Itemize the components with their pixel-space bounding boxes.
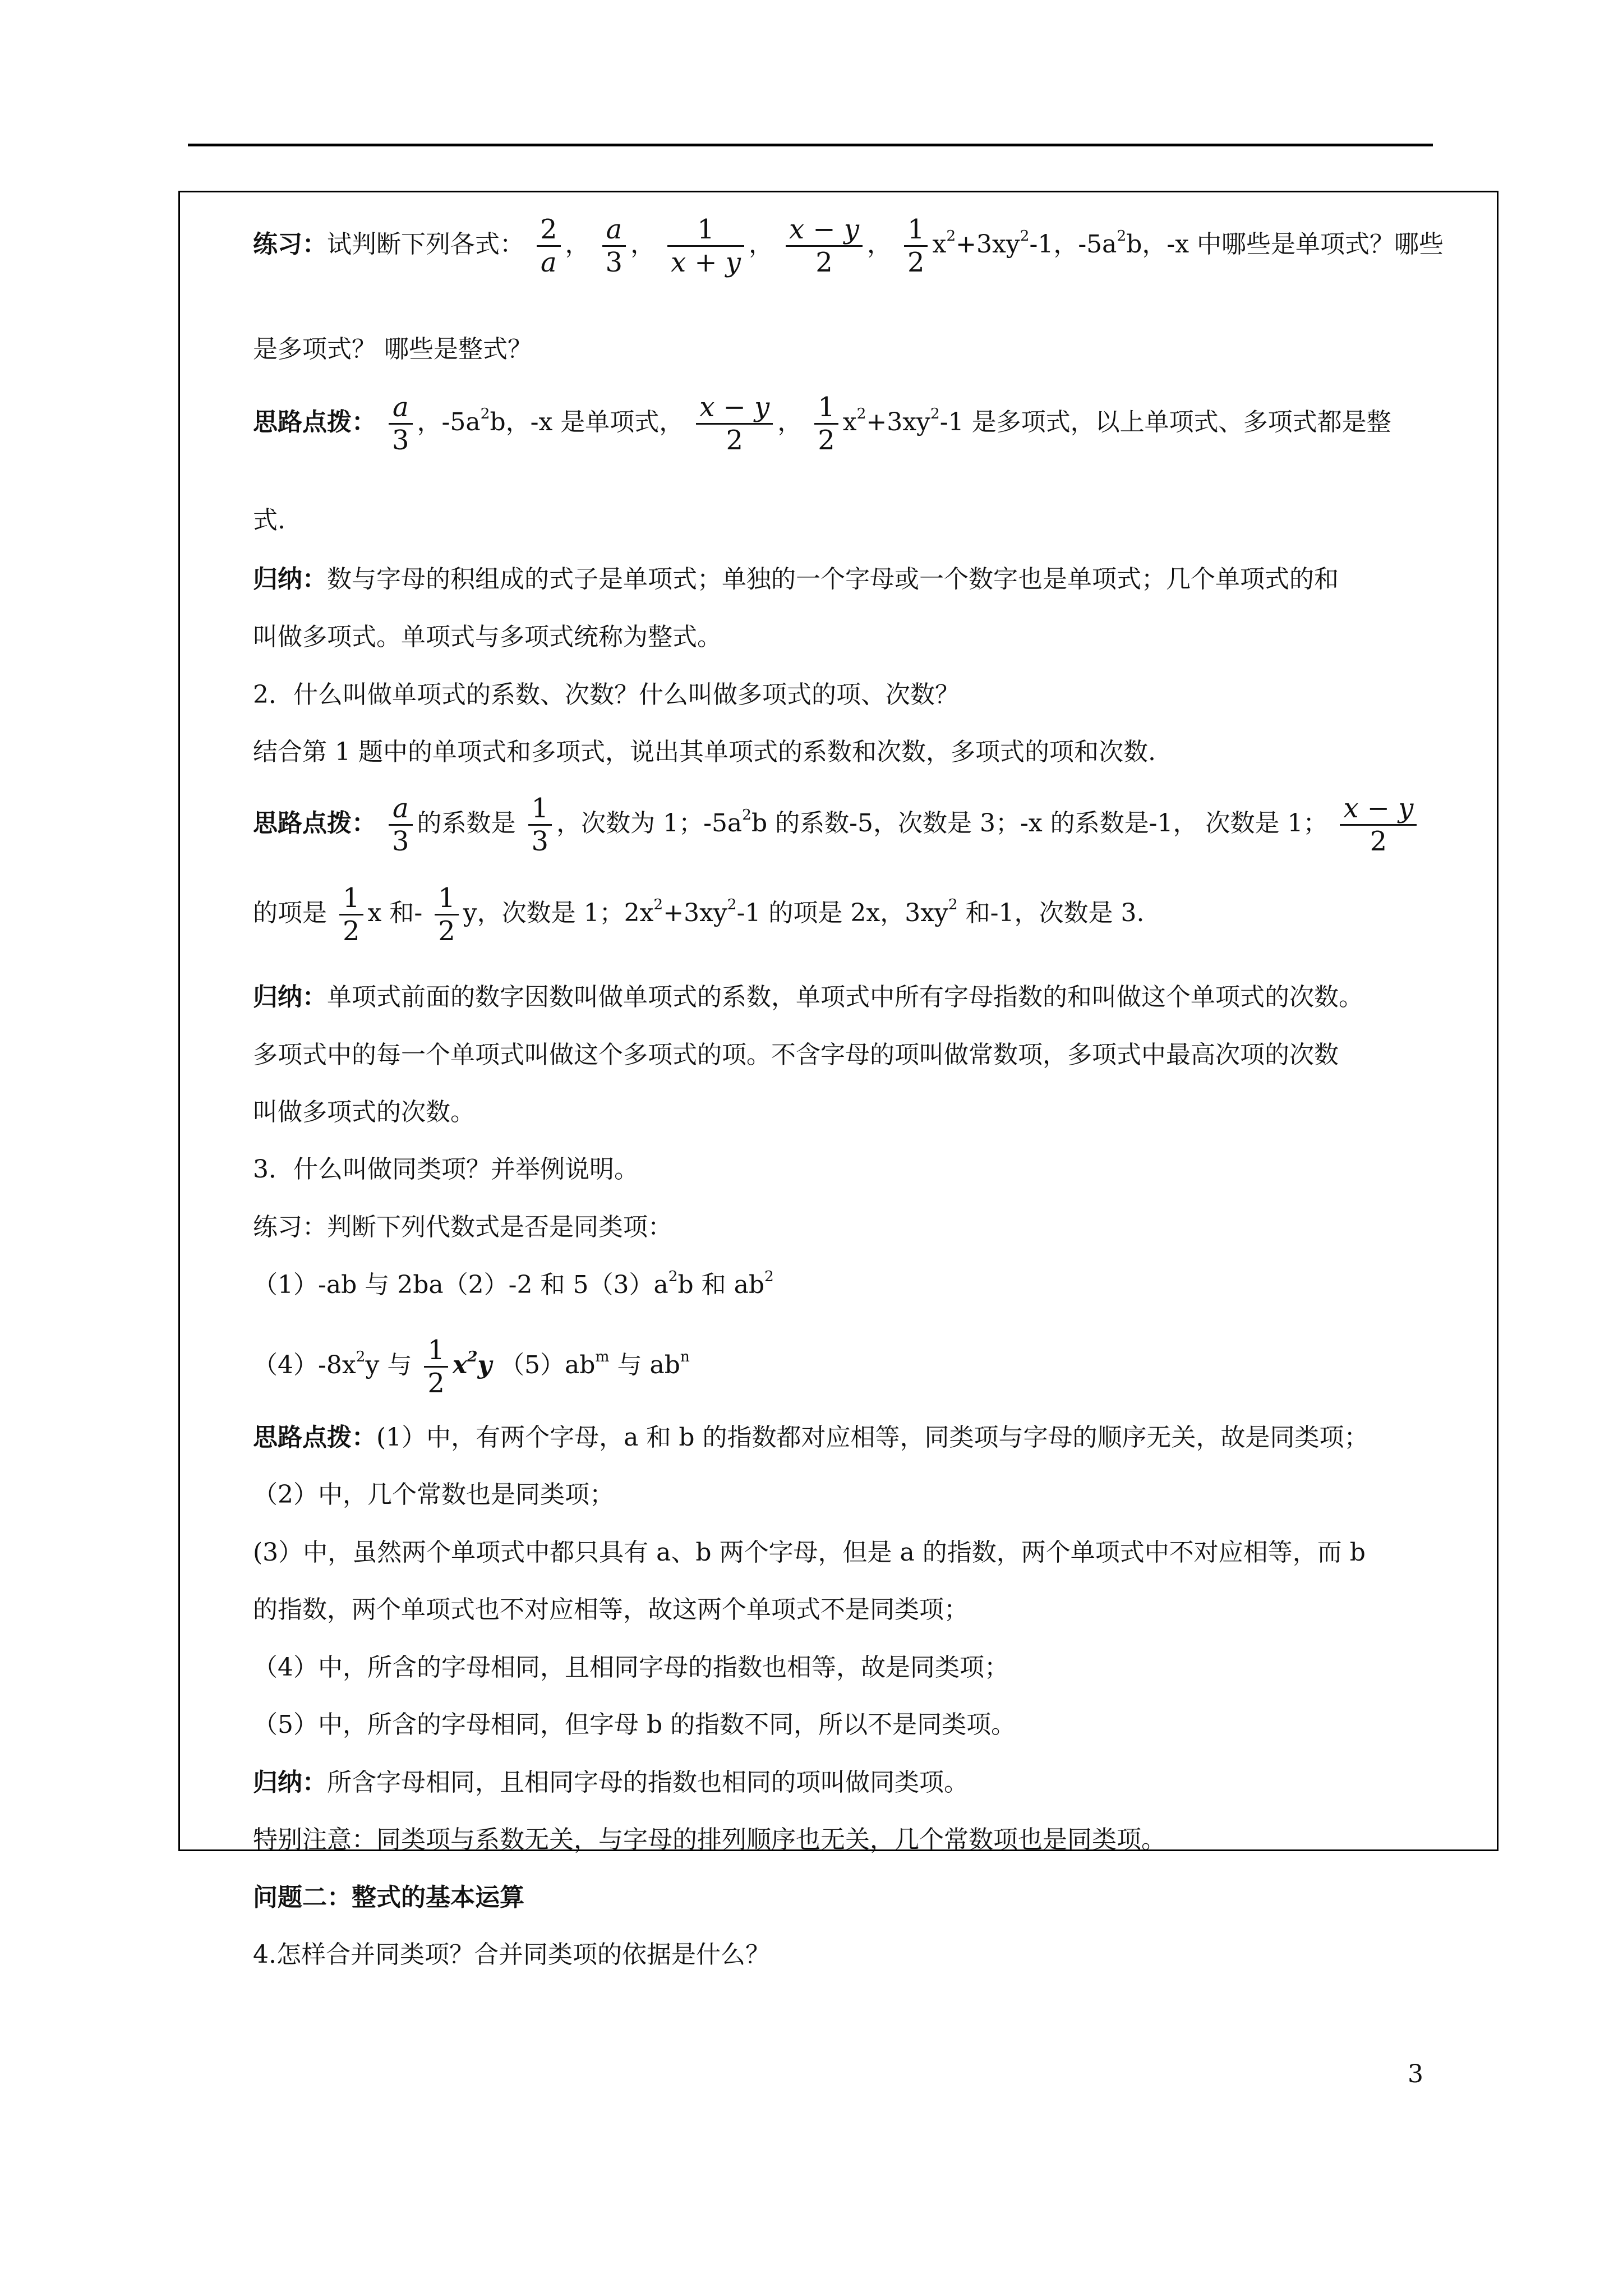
fraction: $\frac{1}{2}$ bbox=[814, 392, 838, 456]
line-text: (3）中，虽然两个单项式中都只具有 a、b 两个字母，但是 a 的指数，两个单项式中不对应相等，而 b bbox=[253, 1538, 1366, 1567]
line-summary-3: 归纳：所含字母相同，且相同字母的指数也相同的项叫做同类项。 bbox=[253, 1768, 969, 1797]
line-exercise-1: 练习：试判断下列各式： $\frac{2}{a}$ ， $\frac{a}{3}$ ， $\frac{1}{x + y}$ ， $\frac{x - y}{2}$ ， $\frac{1}{2}$ $x^2+3xy^2-1$，$-5a^2b$，-x 中哪些是单项式？哪些 bbox=[253, 214, 1444, 278]
fraction: $\frac{x - y}{2}$ bbox=[786, 214, 863, 278]
line-text: 的指数，两个单项式也不对应相等，故这两个单项式不是同类项； bbox=[253, 1595, 969, 1624]
fraction: $\frac{x - y}{2}$ bbox=[1340, 793, 1417, 857]
fraction: $\frac{1}{2}$ bbox=[435, 882, 459, 947]
line-hint-3: 思路点拨：(1）中，有两个字母，a 和 b 的指数都对应相等，同类项与字母的顺序无关，故是同类项； bbox=[253, 1423, 1369, 1452]
fraction: $\frac{1}{x + y}$ bbox=[667, 214, 744, 278]
line-question-4: 4.怎样合并同类项？合并同类项的依据是什么？ bbox=[253, 1940, 770, 1969]
line-text: （4）中，所含的字母相同，且相同字母的指数也相等，故是同类项； bbox=[253, 1653, 1009, 1682]
line-hint-2-cont: 的项是 $\frac{1}{2}$ x 和- $\frac{1}{2}$ y，次数是 1；$2x^2+3xy^2-1$ 的项是 2x，$3xy^2$ 和-1，次数是 3. bbox=[253, 882, 1145, 947]
fraction: $\frac{a}{3}$ bbox=[389, 793, 413, 857]
line-text: 多项式中的每一个单项式叫做这个多项式的项。不含字母的项叫做常数项，多项式中最高次项的次数 bbox=[253, 1041, 1339, 1069]
section-heading: 问题二：整式的基本运算 bbox=[253, 1883, 524, 1912]
line-items-1-3: （1）-ab 与 2ba（2）-2 和 $5(3)a^2b$ 和 $ab^2$ bbox=[253, 1267, 774, 1299]
fraction: $\frac{a}{3}$ bbox=[602, 214, 626, 278]
line-exercise-3: 练习：判断下列代数式是否是同类项： bbox=[253, 1213, 672, 1241]
content-box bbox=[178, 191, 1498, 1969]
line-question-2: 2．什么叫做单项式的系数、次数？什么叫做多项式的项、次数？ bbox=[253, 680, 960, 709]
line-text: 结合第 1 题中的单项式和多项式，说出其单项式的系数和次数，多项式的项和次数. bbox=[253, 738, 1156, 766]
line-hint-2: 思路点拨： $\frac{a}{3}$ 的系数是 $\frac{1}{3}$ ，次数为 1；$-5a^2b$ 的系数-5，次数是 3；-x 的系数是-1， 次数是 1； $\frac{x - y}{2}$ bbox=[253, 793, 1421, 857]
line-text: 是多项式？ 哪些是整式？ bbox=[253, 335, 532, 364]
line-text: 叫做多项式的次数。 bbox=[253, 1098, 475, 1126]
fraction: $\frac{2}{a}$ bbox=[537, 214, 561, 278]
line-summary-2: 归纳：单项式前面的数字因数叫做单项式的系数，单项式中所有字母指数的和叫做这个单项式的次数。 bbox=[253, 983, 1363, 1011]
line-hint-1: 思路点拨： $\frac{a}{3}$ ，$-5a^2b$，-x 是单项式， $\frac{x - y}{2}$ ， $\frac{1}{2}$ $x^2+3xy^2-1$ 是多项式，以上单项式、多项式都是整 bbox=[253, 392, 1391, 456]
line-text: （5）中，所含的字母相同，但字母 b 的指数不同，所以不是同类项。 bbox=[253, 1710, 1016, 1739]
line-items-4-5: $(4)-8x^2y$ 与 $\frac{1}{2}$ $x^2y$ $(5)ab^m$ 与 $ab^n$ bbox=[253, 1335, 690, 1399]
fraction: $\frac{x - y}{2}$ bbox=[696, 392, 773, 456]
line-summary-1: 归纳：数与字母的积组成的式子是单项式；单独的一个字母或一个数字也是单项式；几个单项式的和 bbox=[253, 565, 1339, 593]
header-rule bbox=[188, 144, 1433, 146]
line-text: 叫做多项式。单项式与多项式统称为整式。 bbox=[253, 623, 722, 651]
fraction: $\frac{1}{3}$ bbox=[528, 793, 552, 857]
fraction: $\frac{1}{2}$ bbox=[339, 882, 363, 947]
line-text: （2）中，几个常数也是同类项； bbox=[253, 1480, 614, 1509]
fraction: $\frac{1}{2}$ bbox=[424, 1335, 448, 1399]
line-question-3: 3．什么叫做同类项？并举例说明。 bbox=[253, 1155, 639, 1184]
line-text: 式. bbox=[253, 506, 285, 535]
line-note: 特别注意：同类项与系数无关，与字母的排列顺序也无关，几个常数项也是同类项。 bbox=[253, 1825, 1166, 1854]
page-number: 3 bbox=[1408, 2060, 1423, 2088]
fraction: $\frac{1}{2}$ bbox=[904, 214, 928, 278]
fraction: $\frac{a}{3}$ bbox=[389, 392, 413, 456]
